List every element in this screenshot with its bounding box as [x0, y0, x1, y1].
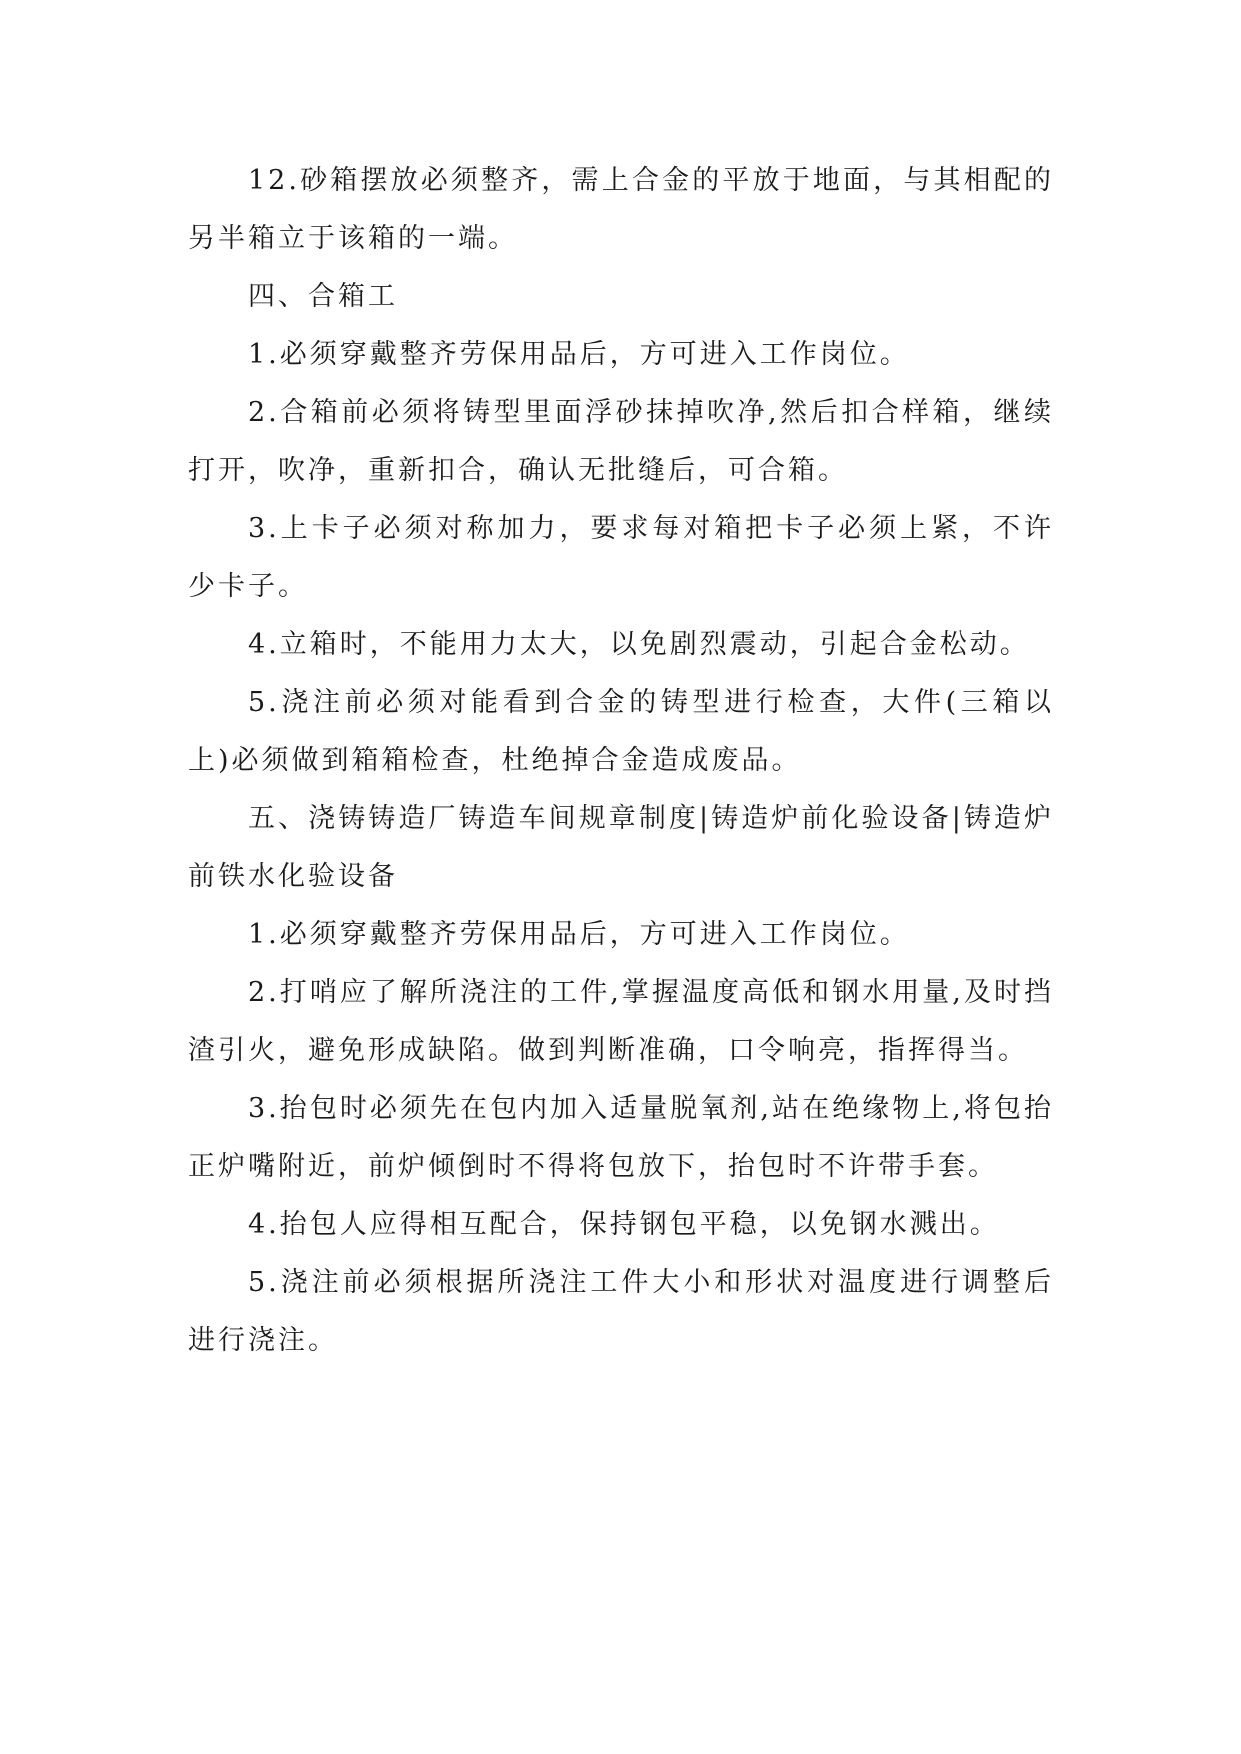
paragraph-item: 1.必须穿戴整齐劳保用品后，方可进入工作岗位。 — [248, 919, 910, 950]
paragraph-sandbox-placement: 12.砂箱摆放必须整齐，需上合金的平放于地面，与其相配的另半箱立于该箱的一端。 — [188, 165, 1054, 254]
paragraph-item: 1.必须穿戴整齐劳保用品后，方可进入工作岗位。 — [248, 339, 910, 370]
paragraph-item: 5.浇注前必须根据所浇注工件大小和形状对温度进行调整后进行浇注。 — [188, 1267, 1054, 1356]
section-heading-pouring: 五、浇铸铸造厂铸造车间规章制度|铸造炉前化验设备|铸造炉前铁水化验设备 — [188, 803, 1054, 892]
paragraph-item: 4.立箱时，不能用力太大，以免剧烈震动，引起合金松动。 — [248, 629, 1030, 660]
document-body — [188, 152, 1054, 1370]
section-heading-mold-closing: 四、合箱工 — [248, 281, 398, 312]
paragraph-item: 3.抬包时必须先在包内加入适量脱氧剂,站在绝缘物上,将包抬正炉嘴附近，前炉倾倒时不得将包放下，抬包时不许带手套。 — [188, 1093, 1054, 1182]
paragraph-item: 5.浇注前必须对能看到合金的铸型进行检查，大件(三箱以上)必须做到箱箱检查，杜绝掉合金造成废品。 — [188, 687, 1054, 776]
paragraph-item: 2.合箱前必须将铸型里面浮砂抹掉吹净,然后扣合样箱，继续打开，吹净，重新扣合，确认无批缝后，可合箱。 — [188, 397, 1054, 486]
paragraph-item: 3.上卡子必须对称加力，要求每对箱把卡子必须上紧，不许少卡子。 — [188, 513, 1054, 602]
paragraph-item: 4.抬包人应得相互配合，保持钢包平稳，以免钢水溅出。 — [248, 1209, 1000, 1240]
paragraph-item: 2.打哨应了解所浇注的工件,掌握温度高低和钢水用量,及时挡渣引火，避免形成缺陷。做到判断准确，口令响亮，指挥得当。 — [188, 977, 1054, 1066]
